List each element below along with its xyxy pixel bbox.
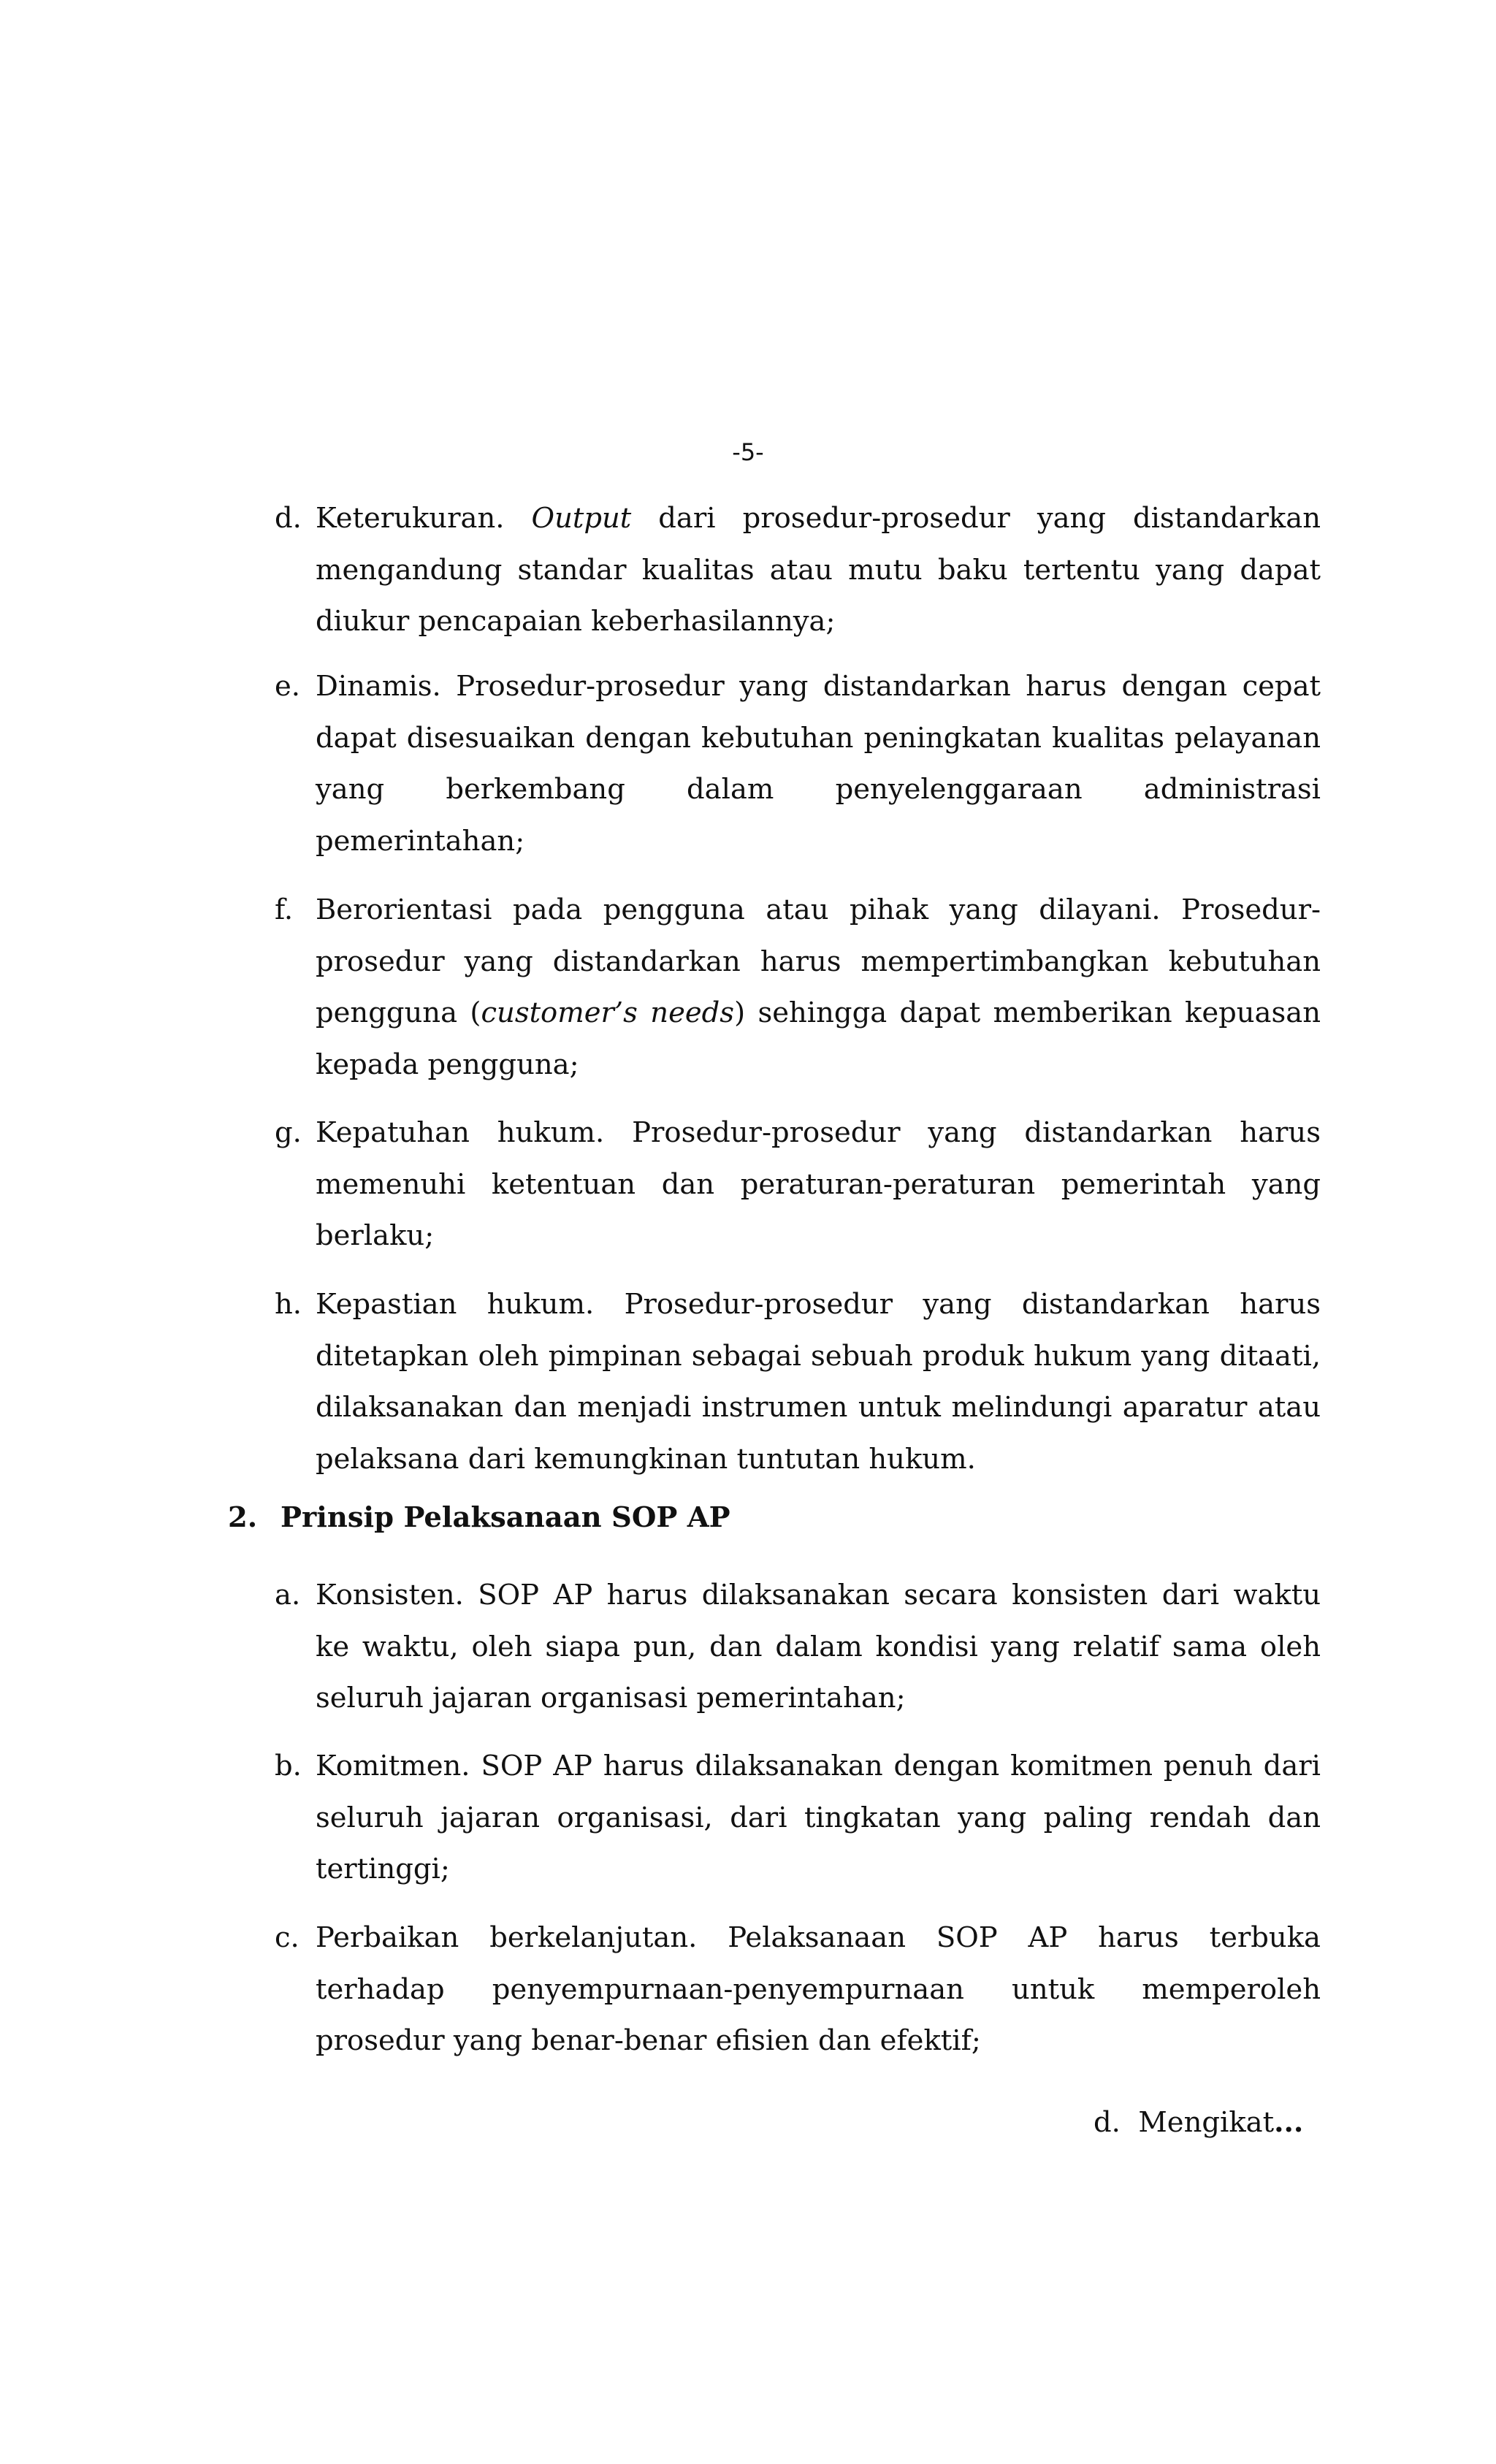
- section-title: Prinsip Pelaksanaan SOP AP: [280, 1501, 730, 1534]
- text-run: ) sehingga dapat memberikan kepuasan kepada pengguna;: [316, 996, 1321, 1081]
- page-number: -5-: [732, 438, 764, 466]
- list-item-text: Dinamis. Prosedur-prosedur yang distandarkan harus dengan cepat dapat disesuaikan dengan kebutuhan peningkatan kualitas pelayanan yang berkembang dalam penyelenggaraan administrasi pemerintahan;: [316, 670, 1321, 858]
- list-marker: e.: [275, 670, 301, 703]
- list-item-e: [275, 661, 1321, 867]
- list-item-text: Konsisten. SOP AP harus dilaksanakan secara konsisten dari waktu ke waktu, oleh siapa pun, dan dalam kondisi yang relatif sama oleh seluruh jajaran organisasi pemerintahan;: [316, 1579, 1321, 1714]
- list-item-d: [275, 493, 1321, 648]
- list-item-c: [275, 1912, 1321, 2067]
- list-item-text: [316, 493, 1321, 648]
- list-item-a: [275, 1570, 1321, 1725]
- list-marker: f.: [275, 893, 294, 926]
- list-item-text: Komitmen. SOP AP harus dilaksanakan dengan komitmen penuh dari seluruh jajaran organisasi, dari tingkatan yang paling rendah dan tertinggi;: [316, 1750, 1321, 1885]
- list-marker: d.: [275, 502, 302, 535]
- continuation-marker: d.: [1094, 2106, 1121, 2139]
- page-continuation: [1094, 2097, 1303, 2149]
- list-item-text: Perbaikan berkelanjutan. Pelaksanaan SOP AP harus terbuka terhadap penyempurnaan-penyempurnaan untuk memperoleh prosedur yang benar-benar efisien dan efektif;: [316, 1921, 1321, 2057]
- list-item-text: Kepastian hukum. Prosedur-prosedur yang distandarkan harus ditetapkan oleh pimpinan sebagai sebuah produk hukum yang ditaati, dilaksanakan dan menjadi instrumen untuk melindungi aparatur atau pelaksana dari kemungkinan tuntutan hukum.: [316, 1288, 1321, 1476]
- continuation-dots: ...: [1274, 2106, 1304, 2139]
- list-marker: g.: [275, 1116, 302, 1149]
- italic-term: Output: [531, 502, 632, 535]
- section-number: 2.: [228, 1501, 258, 1534]
- list-item-h: [275, 1279, 1321, 1485]
- list-item-f: [275, 885, 1321, 1091]
- text-run: Keterukuran.: [316, 502, 532, 535]
- text-run: Berorientasi pada pengguna atau pihak yang dilayani. Prosedur-prosedur yang distandarkan harus mempertimbangkan kebutuhan pengguna (: [316, 893, 1321, 1029]
- italic-term: customer’s needs: [481, 996, 735, 1029]
- list-marker: a.: [275, 1579, 301, 1611]
- list-marker: b.: [275, 1750, 302, 1782]
- continuation-word: Mengikat: [1138, 2106, 1275, 2139]
- list-item-text: Kepatuhan hukum. Prosedur-prosedur yang distandarkan harus memenuhi ketentuan dan peraturan-peraturan pemerintah yang berlaku;: [316, 1116, 1321, 1252]
- list-marker: c.: [275, 1921, 299, 1954]
- list-item-text: [316, 885, 1321, 1091]
- text-run: dari prosedur-prosedur yang distandarkan mengandung standar kualitas atau mutu baku tertentu yang dapat diukur pencapaian keberhasilannya;: [316, 502, 1321, 638]
- list-item-g: [275, 1107, 1321, 1262]
- list-item-b: [275, 1741, 1321, 1896]
- section-heading: [228, 1492, 730, 1544]
- list-marker: h.: [275, 1288, 302, 1321]
